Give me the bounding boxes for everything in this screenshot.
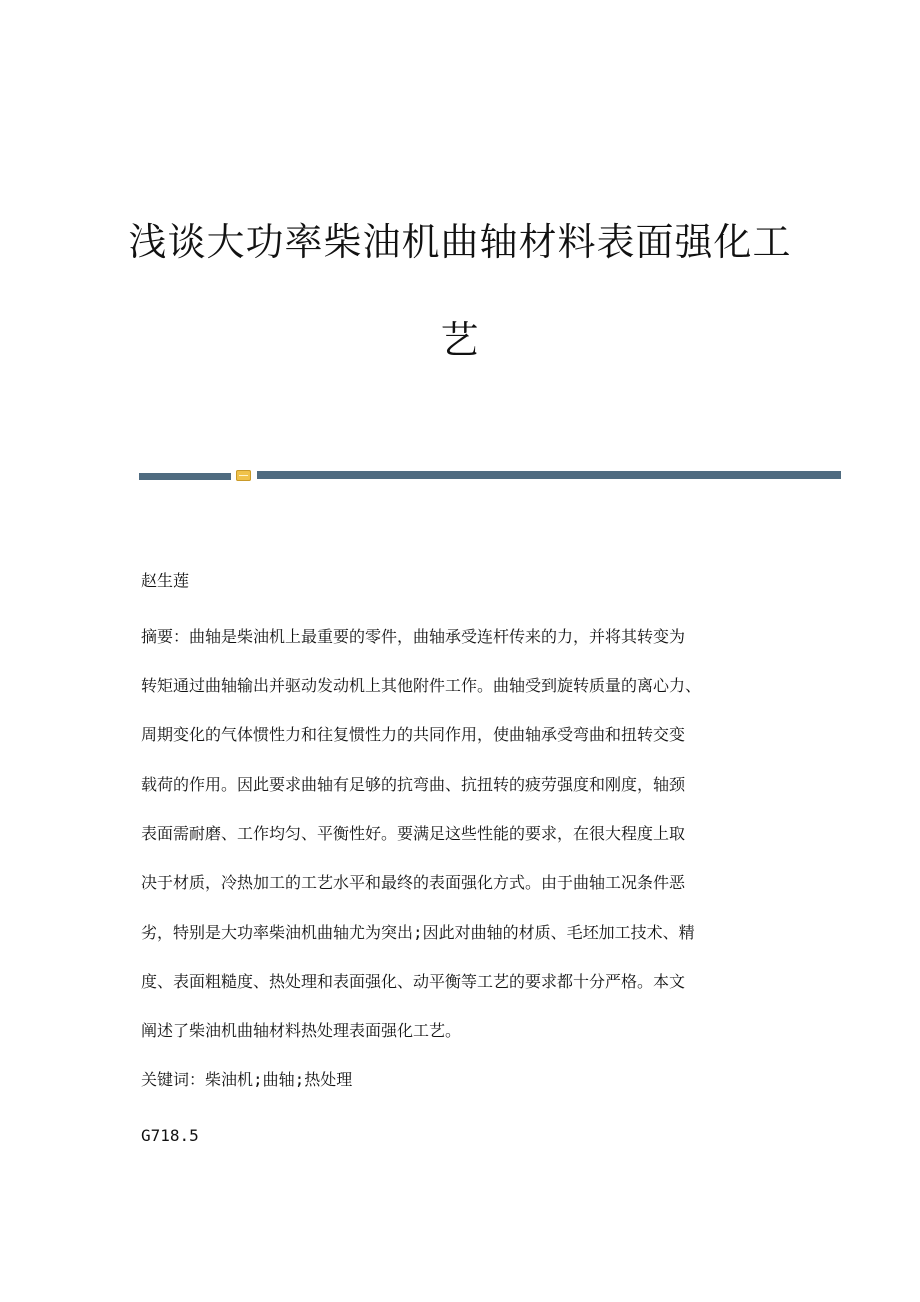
author: 赵生莲: [141, 571, 190, 590]
abstract-line: 载荷的作用。因此要求曲轴有足够的抗弯曲、抗扭转的疲劳强度和刚度，轴颈: [141, 775, 686, 794]
abstract-line: 决于材质，冷热加工的工艺水平和最终的表面强化方式。由于曲轴工况条件恶: [141, 873, 686, 892]
page-title-continued: 艺: [440, 318, 480, 362]
abstract-line: 周期变化的气体惯性力和往复惯性力的共同作用，使曲轴承受弯曲和扭转交变: [141, 725, 686, 744]
classification-number: G718.5: [141, 1126, 199, 1145]
abstract-line: 劣，特别是大功率柴油机曲轴尤为突出;因此对曲轴的材质、毛坯加工技术、精: [141, 923, 695, 942]
abstract-line: 度、表面粗糙度、热处理和表面强化、动平衡等工艺的要求都十分严格。本文: [141, 972, 686, 991]
title-divider: [139, 468, 841, 484]
divider-bar-left: [139, 473, 231, 480]
abstract-line: 阐述了柴油机曲轴材料热处理表面强化工艺。: [141, 1021, 462, 1040]
keywords: 关键词：柴油机;曲轴;热处理: [141, 1070, 353, 1089]
abstract-line: 摘要：曲轴是柴油机上最重要的零件，曲轴承受连杆传来的力，并将其转变为: [141, 627, 686, 646]
divider-bar-right: [257, 471, 841, 479]
page-title: 浅谈大功率柴油机曲轴材料表面强化工: [128, 220, 792, 264]
abstract-line: 转矩通过曲轴输出并驱动发动机上其他附件工作。曲轴受到旋转质量的离心力、: [141, 676, 702, 695]
abstract-line: 表面需耐磨、工作均匀、平衡性好。要满足这些性能的要求，在很大程度上取: [141, 824, 686, 843]
divider-emblem-icon: [236, 470, 251, 481]
